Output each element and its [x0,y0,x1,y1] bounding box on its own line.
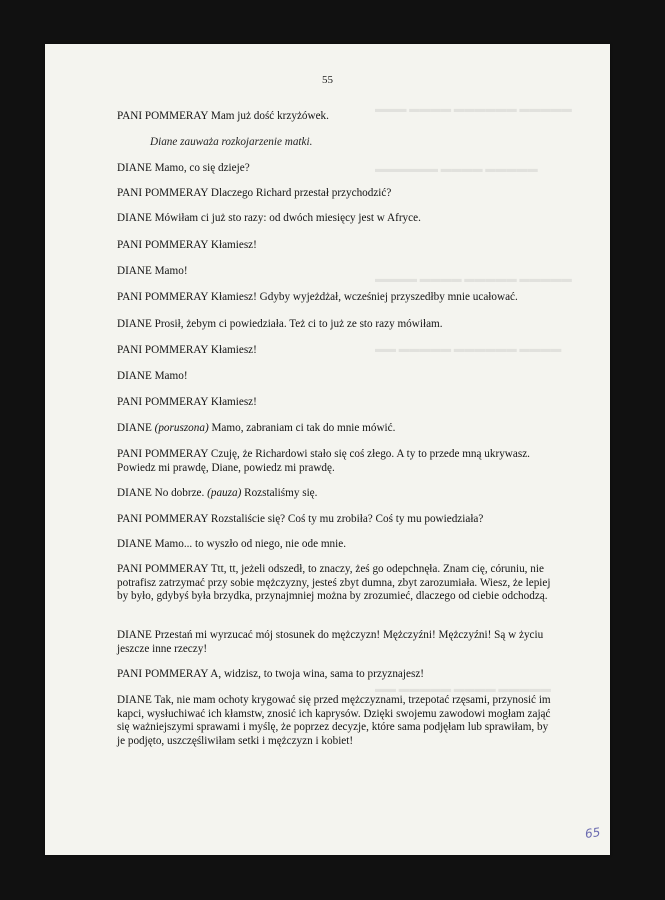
dialogue-line [117,422,557,436]
speaker-name: DIANE [117,318,152,330]
speaker-name: PANI POMMERAY [117,344,209,356]
pencil-page-mark: 65 [584,825,602,841]
speaker-name: DIANE [117,265,152,277]
bleed-through-text: ▬▬▬▬ ▬▬▬▬▬▬ ▬▬▬▬▬ ▬▬ [375,344,562,355]
dialogue-line [117,344,557,358]
speaker-name: DIANE [117,694,152,706]
speaker-name: PANI POMMERAY [117,110,209,122]
speaker-name: DIANE [117,629,152,641]
line-text: Tak, nie mam ochoty krygować się przed mężczyznami, trzepotać rzęsami, przynosić im kapci, wysłuchiwać ich kłamstw, znosić ich kaprysów. Dzięki swojemu zawodowi mogłam zająć się ważniejszymi sprawami i myślę, że poprzez decyzje, które sama podjęłam lub sprawiłam, by je podjęto, uszczęśliwiłam setki i mężczyzn i kobiet! [117,694,551,747]
dialogue-line [117,212,557,226]
line-text: Ttt, tt, jeżeli odszedł, to znaczy, żeś go odepchnęła. Znam cię, córuniu, nie potrafisz zatrzymać przy sobie mężczyzny, jesteś zbyt dumna, zbyt zarozumiała. Wiesz, że lepiej by było, gdybyś była brzydka, przynajmniej można by zrozumieć, dlaczego od ciebie odchodzą. [117,563,551,602]
dialogue-line [117,563,557,604]
line-text: Mamo! [154,370,188,382]
bleed-through-text: ▬▬▬▬▬ ▬▬▬▬▬ ▬▬▬▬ ▬▬▬▬ [375,274,572,285]
document-page [45,44,610,855]
line-text: No dobrze. [154,487,205,499]
speaker-name: DIANE [117,487,152,499]
aside: (pauza) [207,487,242,499]
dialogue-line [117,396,557,410]
speaker-name: DIANE [117,162,152,174]
dialogue-line [117,265,557,279]
speaker-name: PANI POMMERAY [117,563,209,575]
dialogue-line [117,291,557,305]
dialogue-line [117,448,557,475]
line-text: Mam już dość krzyżówek. [210,110,329,122]
line-text: Rozstaliśmy się. [244,487,318,499]
bleed-through-text: ▬▬▬▬▬ ▬▬▬▬ ▬▬▬▬▬ ▬▬ [375,684,551,695]
line-text: Mamo! [154,265,188,277]
dialogue-line [117,187,557,201]
stage-direction: Diane zauważa rozkojarzenie matki. [150,136,313,148]
line-text: Czuję, że Richardowi stało się coś złego. A ty to przede mną ukrywasz. Powiedz mi prawdę, Diane, powiedz mi prawdę. [117,448,530,474]
line-text: Mówiłam ci już sto razy: od dwóch miesięcy jest w Afryce. [154,212,421,224]
speaker-name: PANI POMMERAY [117,291,209,303]
speaker-name: DIANE [117,370,152,382]
speaker-name: PANI POMMERAY [117,239,209,251]
dialogue-line [117,370,557,384]
dialogue-line [117,318,557,332]
aside: (poruszona) [154,422,209,434]
speaker-name: DIANE [117,422,152,434]
line-text: Kłamiesz! [210,344,257,356]
line-text: Rozstaliście się? Coś ty mu zrobiła? Coś ty mu powiedziała? [210,513,484,525]
line-text: Dlaczego Richard przestał przychodzić? [210,187,392,199]
page-number: 55 [322,74,333,86]
dialogue-line [117,668,557,682]
speaker-name: DIANE [117,212,152,224]
line-text: Mamo, co się dzieje? [154,162,250,174]
dialogue-line [117,629,557,656]
dialogue-line [117,694,557,748]
dialogue-line [117,162,557,176]
line-text: Kłamiesz! [210,239,257,251]
dialogue-line [117,239,557,253]
line-text: Mamo... to wyszło od niego, nie ode mnie. [154,538,347,550]
line-text: Kłamiesz! [210,396,257,408]
speaker-name: PANI POMMERAY [117,668,209,680]
bleed-through-text: ▬▬▬▬▬ ▬▬▬▬ ▬▬▬▬▬▬ [375,164,538,175]
line-text: Prosił, żebym ci powiedziała. Też ci to już ze sto razy mówiłam. [154,318,443,330]
speaker-name: PANI POMMERAY [117,187,209,199]
dialogue-line [117,513,557,527]
line-text: Mamo, zabraniam ci tak do mnie mówić. [211,422,396,434]
speaker-name: DIANE [117,538,152,550]
dialogue-line [117,487,557,501]
speaker-name: PANI POMMERAY [117,396,209,408]
bleed-through-text: ▬▬▬▬▬ ▬▬▬▬▬▬ ▬▬▬▬ ▬▬▬ [375,104,572,115]
speaker-name: PANI POMMERAY [117,513,209,525]
dialogue-line [117,110,557,124]
line-text: Kłamiesz! Gdyby wyjeżdżał, wcześniej przyszedłby mnie ucałować. [210,291,518,303]
speaker-name: PANI POMMERAY [117,448,209,460]
line-text: A, widzisz, to twoja wina, sama to przyznajesz! [210,668,425,680]
line-text: Przestań mi wyrzucać mój stosunek do mężczyzn! Mężczyźni! Mężczyźni! Są w życiu jeszcze inne rzeczy! [117,629,544,655]
dialogue-line [117,538,557,552]
